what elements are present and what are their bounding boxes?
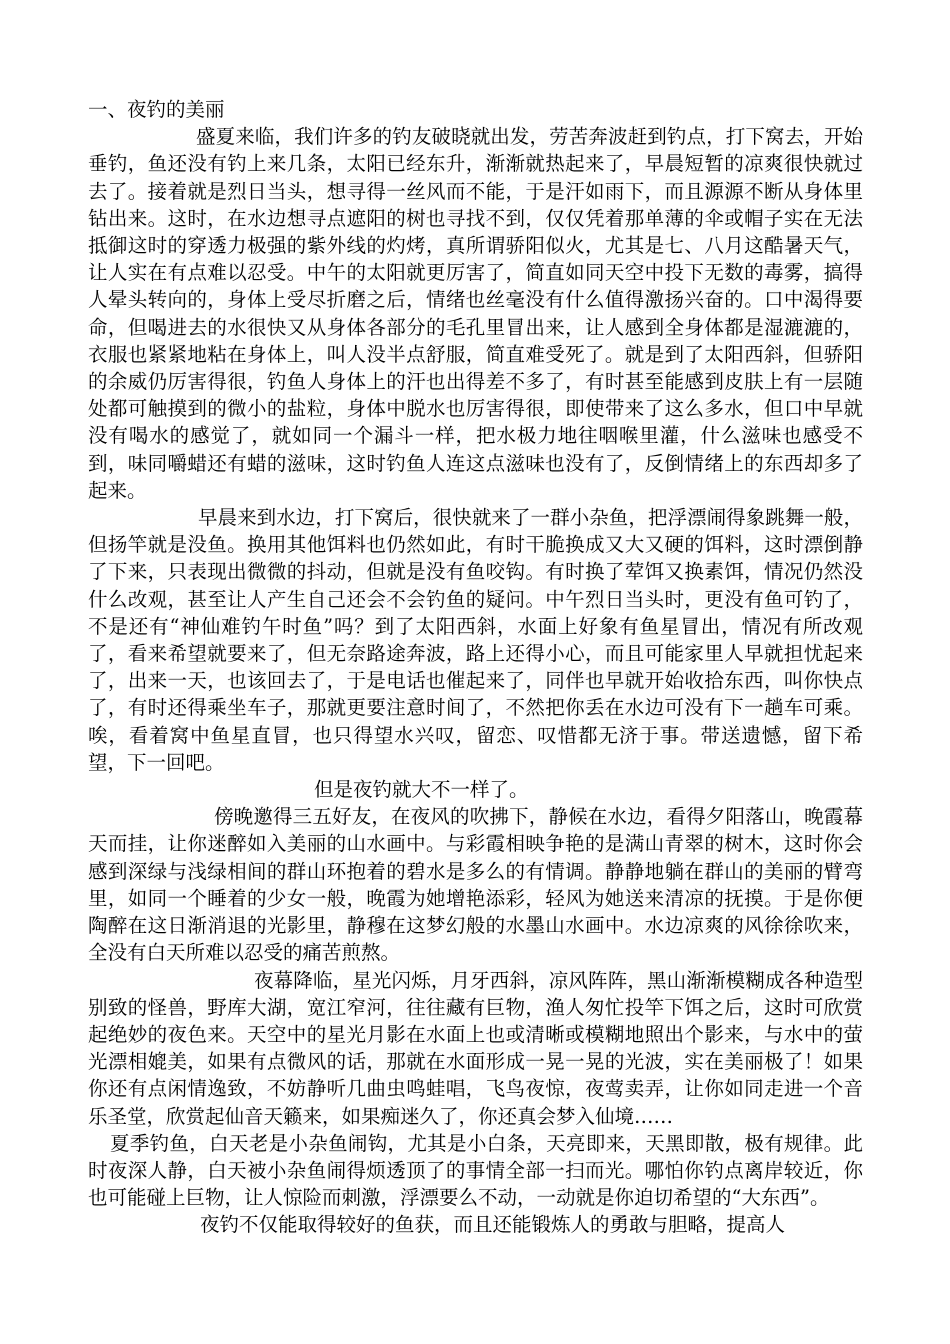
paragraph-nightfall: 夜幕降临，星光闪烁，月牙西斜，凉风阵阵，黑山渐渐模糊成各种造型别致的怪兽，野库大湖，宽江窄河，往往藏有巨物，渔人匆忙投竿下饵之后，这时可欣赏起绝妙的夜色来。天空中的星光月影在水面上也或清晰或模糊地照出个影来，与水中的萤光漂相媲美，如果有点微风的话，那就在水面形成一晃一晃的光波，实在美丽极了！如果你还有点闲情逸致，不妨静听几曲虫鸣蛙唱，飞鸟夜惊，夜莺卖弄，让你如同走进一个音乐圣堂，欣赏起仙音天籁来，如果痴迷久了，你还真会梦入仙境……	[88, 968, 863, 1128]
paragraph-morning-fishing: 早晨来到水边，打下窝后，很快就来了一群小杂鱼，把浮漂闹得象跳舞一般，但扬竿就是没鱼。换用其他饵料也仍然如此，有时干脆换成又大又硬的饵料，这时漂倒静了下来，只表现出微微的抖动，但就是没有鱼咬钩。有时换了荤饵又换素饵，情况仍然没什么改观，甚至让人产生自己还会不会钓鱼的疑问。中午烈日当头时，更没有鱼可钓了，不是还有“神仙难钓午时鱼”吗？到了太阳西斜，水面上好象有鱼星冒出，情况有所改观了，看来希望就要来了，但无奈路途奔波，路上还得小心，而且可能家里人早就担忧起来了，出来一天，也该回去了，于是电话也催起来了，同伴也早就开始收拾东西，叫你快点了，有时还得乘坐车子，那就更要注意时间了，不然把你丢在水边可没有下一趟车可乘。唉，看着窝中鱼星直冒，也只得望水兴叹，留恋、叹惜都无济于事。带送遗憾，留下希望，下一回吧。	[88, 506, 863, 774]
paragraph-night-fishing-benefits: 夜钓不仅能取得较好的鱼获，而且还能锻炼人的勇敢与胆略，提高人	[200, 1213, 786, 1237]
paragraph-night-fishing-different: 但是夜钓就大不一样了。	[314, 778, 529, 802]
section-heading: 一、夜钓的美丽	[88, 98, 225, 121]
document-page	[88, 96, 863, 1239]
paragraph-summer-heat: 盛夏来临，我们许多的钓友破晓就出发，劳苦奔波赶到钓点，打下窝去，开始垂钓，鱼还没有钓上来几条，太阳已经东升，渐渐就热起来了，早晨短暂的凉爽很快就过去了。接着就是烈日当头，想寻得一丝风而不能，于是汗如雨下，而且源源不断从身体里钻出来。这时，在水边想寻点遮阳的树也寻找不到，仅仅凭着那单薄的伞或帽子实在无法抵御这时的穿透力极强的紫外线的灼烤，真所谓骄阳似火，尤其是七、八月这酷暑天气，让人实在有点难以忍受。中午的太阳就更厉害了，简直如同天空中投下无数的毒雾，搞得人晕头转向的，身体上受尽折磨之后，情绪也丝毫没有什么值得激扬兴奋的。口中渴得要命，但喝进去的水很快又从身体各部分的毛孔里冒出来，让人感到全身体都是湿漉漉的，衣服也紧紧地粘在身体上，叫人没半点舒服，简直难受死了。就是到了太阳西斜，但骄阳的余威仍厉害得很，钓鱼人身体上的汗也出得差不多了，有时甚至能感到皮肤上有一层随处都可触摸到的微小的盐粒，身体中脱水也厉害得很，即使带来了这么多水，但口中早就没有喝水的感觉了，就如同一个漏斗一样，把水极力地往咽喉里灌，什么滋味也感受不到，味同嚼蜡还有蜡的滋味，这时钓鱼人连这点滋味也没有了，反倒情绪上的东西却多了起来。	[88, 125, 863, 502]
paragraph-evening-scenery: 傍晚邀得三五好友，在夜风的吹拂下，静候在水边，看得夕阳落山，晚霞幕天而挂，让你迷醉如入美丽的山水画中。与彩霞相映争艳的是满山青翠的树木，这时你会感到深绿与浅绿相间的群山环抱着的碧水是多么的有情调。静静地躺在群山的美丽的臂弯里，如同一个睡着的少女一般，晚霞为她增艳添彩，轻风为她送来清凉的抚摸。于是你便陶醉在这日渐消退的光影里，静穆在这梦幻般的水墨山水画中。水边凉爽的风徐徐吹来，全没有白天所难以忍受的痛苦煎熬。	[88, 805, 863, 965]
paragraph-summer-fishing: 夏季钓鱼，白天老是小杂鱼闹钩，尤其是小白条，天亮即来，天黑即散，极有规律。此时夜深人静，白天被小杂鱼闹得烦透顶了的事情全部一扫而光。哪怕你钓点离岸较近，你也可能碰上巨物，让人惊险而刺激，浮漂要么不动，一动就是你迫切希望的“大东西”。	[88, 1131, 863, 1210]
